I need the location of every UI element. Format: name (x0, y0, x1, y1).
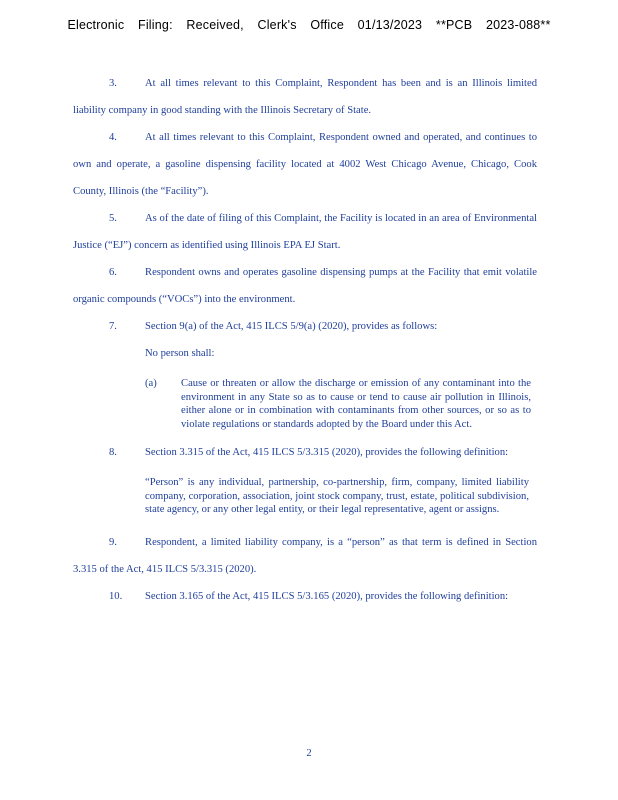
paragraph-text: Section 9(a) of the Act, 415 ILCS 5/9(a) (2020), provides as follows: (145, 321, 438, 332)
paragraph-8 (73, 439, 537, 466)
paragraph-text: At all times relevant to this Complaint, Respondent has been and is an Illinois limited liability company in good standing with the Illinois Secretary of State. (73, 78, 537, 116)
statute-lead-in: No person shall: (145, 348, 215, 359)
paragraph-text: Respondent owns and operates gasoline dispensing pumps at the Facility that emit volatile organic compounds (“VOCs”) into the environment. (73, 267, 537, 305)
clause-label: (a) (145, 378, 157, 389)
paragraph-6 (73, 259, 537, 313)
clause-text: Cause or threaten or allow the discharge or emission of any contaminant into the environment in any State so as to cause or tend to cause air pollution in Illinois, either alone or in combination with contaminants from other sources, or so as to violate regulations or standards adopted by the Board under this Act. (181, 378, 531, 430)
paragraph-5 (73, 205, 537, 259)
document-body (73, 70, 537, 610)
paragraph-10 (73, 583, 537, 610)
paragraph-number: 6. (109, 267, 117, 278)
paragraph-9 (73, 529, 537, 583)
person-definition-quote: “Person” is any individual, partnership, co-partnership, firm, company, limited liability company, corporation, association, joint stock company, trust, estate, political subdivision, state agency, or any other legal entity, or their legal representative, agent or assigns. (145, 477, 529, 515)
paragraph-text: Respondent, a limited liability company, is a “person” as that term is defined in Section 3.315 of the Act, 415 ILCS 5/3.315 (2020). (73, 536, 537, 575)
statute-clause-a (145, 377, 537, 431)
paragraph-number: 7. (109, 321, 117, 332)
filing-stamp-header: Electronic Filing: Received, Clerk's Office 01/13/2023 **PCB 2023-088** (67, 18, 551, 32)
paragraph-number: 5. (109, 213, 117, 224)
paragraph-text: Section 3.315 of the Act, 415 ILCS 5/3.315 (2020), provides the following definition: (145, 447, 509, 458)
paragraph-4 (73, 124, 537, 205)
paragraph-number: 8. (109, 447, 117, 458)
paragraph-number: 10. (109, 590, 123, 602)
paragraph-number: 3. (109, 78, 117, 89)
paragraph-text: Section 3.165 of the Act, 415 ILCS 5/3.165 (2020), provides the following definition: (145, 590, 509, 602)
paragraph-text: At all times relevant to this Complaint, Respondent owned and operated, and continues to own and operate, a gasoline dispensing facility located at 4002 West Chicago Avenue, Chicago, Cook County, Illinois (the “Facility”). (73, 132, 537, 197)
page-number: 2 (306, 748, 312, 759)
paragraph-number: 9. (109, 536, 117, 548)
paragraph-3 (73, 70, 537, 124)
paragraph-text: As of the date of filing of this Complaint, the Facility is located in an area of Environmental Justice (“EJ”) concern as identified using Illinois EPA EJ Start. (73, 213, 537, 251)
paragraph-7 (73, 313, 537, 340)
paragraph-number: 4. (109, 132, 117, 143)
